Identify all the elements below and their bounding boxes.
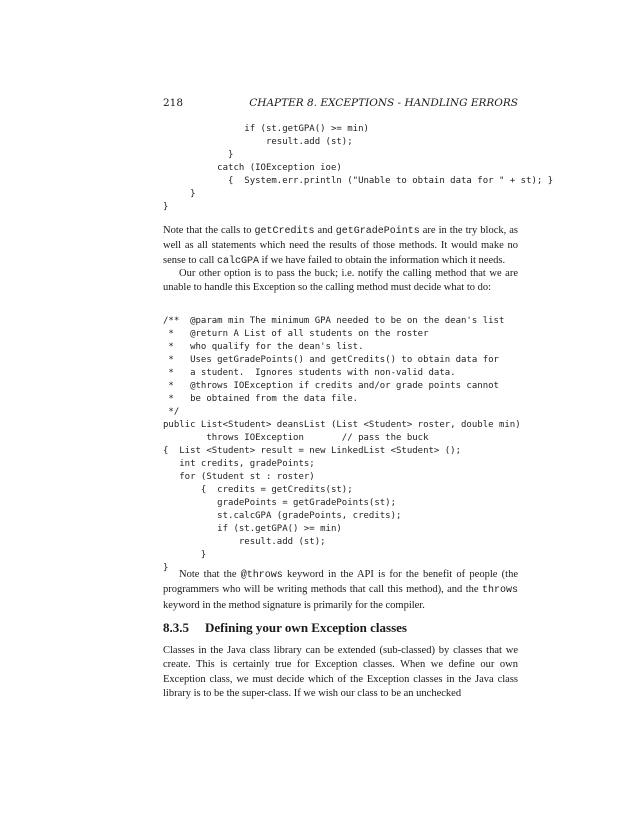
code-line: * Uses getGradePoints() and getCredits() to obtain data for [163,355,499,365]
text-run: are in the try block, as well as all statements which need the results of those methods. It would make no sense to call [163,225,518,266]
code-line: } [163,550,207,560]
code-line: result.add (st); [163,537,326,547]
paragraph-pass-the-buck: Our other option is to pass the buck; i.e. notify the calling method that we are unable to handle this Exception so the calling method must decide what to do: [163,268,518,294]
code-line: { credits = getCredits(st); [163,485,353,495]
code-line: public List<Student> deansList (List <Student> roster, double min) [163,420,521,430]
code-line: catch (IOException ioe) [163,163,342,173]
section-number: 8.3.5 [163,620,189,635]
code-line: /** @param min The minimum GPA needed to be on the dean's list [163,316,505,326]
code-line: result.add (st); [163,137,353,147]
code-block-try-catch [163,123,553,214]
inline-code: getCredits [254,226,315,237]
text-run: Note that the [179,569,241,580]
inline-code: throws [481,585,518,597]
section-title: Defining your own Exception classes [205,620,407,635]
chapter-title: CHAPTER 8. EXCEPTIONS - HANDLING ERRORS [249,97,518,109]
code-line: * a student. Ignores students with non-valid data. [163,368,456,378]
code-line: * who qualify for the dean's list. [163,342,364,352]
code-line: * be obtained from the data file. [163,394,359,404]
code-line: { System.err.println ("Unable to obtain data for " + st); } [163,176,554,186]
inline-code: @throws [240,570,283,581]
code-line: */ [163,407,180,417]
page-number: 218 [163,97,184,109]
text-run: keyword in the method signature is primarily for the compiler. [163,599,425,611]
inline-code: calcGPA [216,255,259,267]
paragraph-exception-classes: Classes in the Java class library can be extended (sub-classed) by classes that we create. This is certainly true for Exception classes. When we define our own Exception class, we must decide which of the Exception classes in the Java class library is to be the super-class. If we wish our class to be an unchecked [163,645,518,700]
code-line: } [163,150,234,160]
code-line: } [163,202,169,212]
text-run: keyword in the API is for the benefit of people (the programmers who will be writing methods that call this method), and the [163,569,519,596]
paragraph-try-block-note [163,224,518,269]
paragraph-throws-note [163,568,518,613]
section-heading [163,620,518,638]
code-line: * @return A List of all students on the roster [163,329,429,339]
code-line: st.calcGPA (gradePoints, credits); [163,511,402,521]
code-line: } [163,189,196,199]
code-line: for (Student st : roster) [163,472,315,482]
code-line: if (st.getGPA() >= min) [163,524,342,534]
code-block-deans-list [163,315,521,575]
code-line: } [163,563,169,573]
running-header [163,97,518,113]
code-line: gradePoints = getGradePoints(st); [163,498,396,508]
code-line: * @throws IOException if credits and/or grade points cannot [163,381,499,391]
code-line: { List <Student> result = new LinkedList <Student> (); [163,446,462,456]
code-line: int credits, gradePoints; [163,459,315,469]
text-run: and [314,225,336,236]
text-run: Note that the calls to [163,225,255,236]
inline-code: getGradePoints [335,226,420,237]
code-line: if (st.getGPA() >= min) [163,124,369,134]
code-line: throws IOException // pass the buck [163,433,429,443]
text-run: if we have failed to obtain the information which it needs. [258,254,506,266]
